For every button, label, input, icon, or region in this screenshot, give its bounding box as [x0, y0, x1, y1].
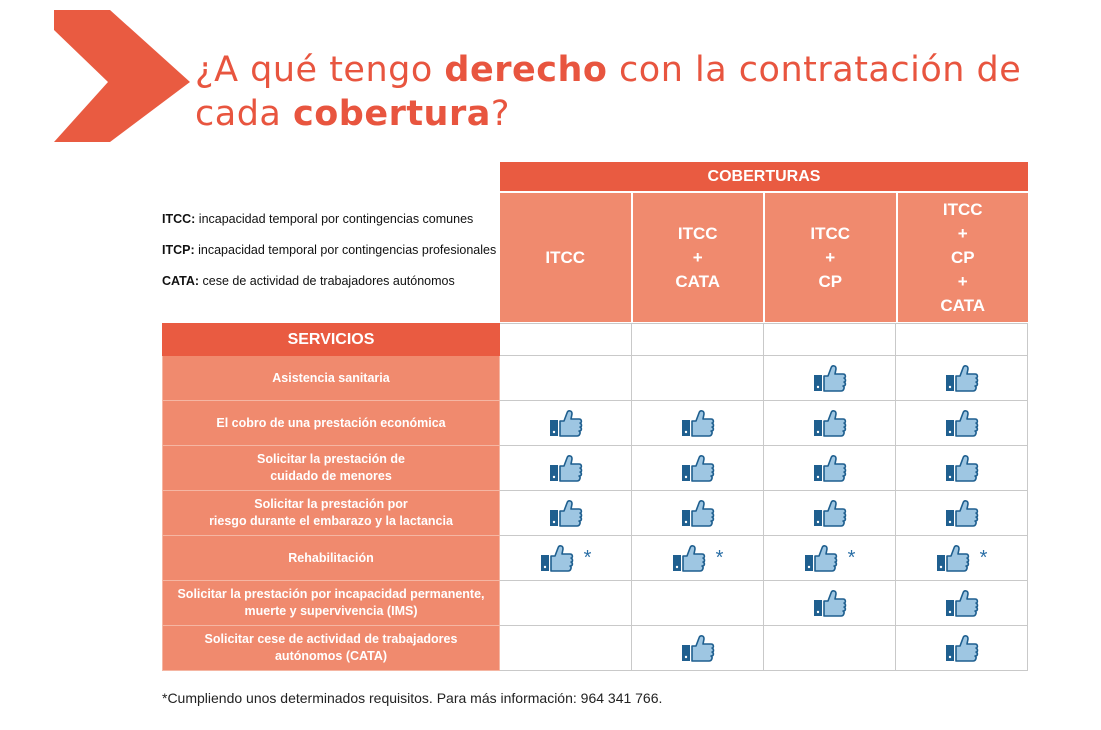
- coverage-cell: [896, 446, 1028, 491]
- coverage-cell: [896, 401, 1028, 446]
- service-label: [163, 581, 500, 626]
- service-label: [163, 401, 500, 446]
- service-label-line: El cobro de una prestación económica: [216, 415, 446, 430]
- coverage-cell: [896, 536, 1028, 581]
- thumbs-up-icon: [681, 633, 715, 663]
- thumbs-up-icon: [945, 363, 979, 393]
- thumbs-up-icon: [681, 453, 715, 483]
- service-label: [163, 446, 500, 491]
- coverage-cell: [632, 536, 764, 581]
- servicios-header-row: [163, 324, 1028, 356]
- coverage-cell: [764, 446, 896, 491]
- coverage-cell: [896, 581, 1028, 626]
- service-label: [163, 491, 500, 536]
- thumbs-up-icon: [672, 543, 706, 573]
- thumbs-up-icon: [549, 408, 583, 438]
- legend-abbr: ITCP:: [162, 243, 195, 257]
- legend-abbr: CATA:: [162, 274, 200, 288]
- thumbs-up-icon: [549, 498, 583, 528]
- service-row: [163, 491, 1028, 536]
- coverage-column-line: CATA: [940, 295, 986, 315]
- abbreviation-legend: [162, 212, 497, 305]
- thumbs-up-icon: [945, 408, 979, 438]
- coverage-column-line: ITCC: [545, 247, 586, 267]
- thumbs-up-icon: [813, 408, 847, 438]
- thumbs-up-icon: [540, 543, 574, 573]
- title-segment: ?: [490, 94, 510, 134]
- coverage-cell: [500, 401, 632, 446]
- chevron-right-icon: [52, 8, 192, 144]
- coverage-column-header: [898, 193, 1029, 322]
- service-label-line: muerte y supervivencia (IMS): [244, 604, 418, 618]
- service-label-line: Solicitar cese de actividad de trabajadores: [204, 632, 458, 646]
- service-row: [163, 356, 1028, 401]
- coverage-cell: [764, 536, 896, 581]
- legend-desc: incapacidad temporal por contingencias comunes: [195, 212, 474, 226]
- service-row: [163, 401, 1028, 446]
- title-segment: derecho: [444, 50, 608, 90]
- thumbs-up-icon: [681, 498, 715, 528]
- coverage-cell: [764, 626, 896, 671]
- coberturas-header: COBERTURAS: [500, 162, 1028, 191]
- thumbs-up-icon: [945, 498, 979, 528]
- service-label: [163, 626, 500, 671]
- servicios-header: SERVICIOS: [163, 324, 500, 356]
- coverage-cell: [500, 626, 632, 671]
- thumbs-up-icon: [549, 453, 583, 483]
- thumbs-up-icon: [813, 498, 847, 528]
- asterisk-note: *: [583, 546, 592, 569]
- thumbs-up-icon: [945, 633, 979, 663]
- legend-abbr: ITCC:: [162, 212, 196, 226]
- title-segment: ¿A qué tengo: [195, 50, 445, 90]
- legend-item: [162, 243, 497, 274]
- coverage-column-header: [633, 193, 764, 322]
- coverage-cell: [764, 401, 896, 446]
- coverage-column-line: ITCC: [942, 199, 983, 219]
- service-row: [163, 536, 1028, 581]
- thumbs-up-icon: [945, 453, 979, 483]
- legend-item: [162, 274, 497, 305]
- thumbs-up-icon: [813, 453, 847, 483]
- coverage-cell: [632, 581, 764, 626]
- coverage-column-line: +: [692, 247, 703, 267]
- thumbs-up-icon: [936, 543, 970, 573]
- empty-cell: [632, 324, 764, 356]
- coverage-cell: [632, 626, 764, 671]
- thumbs-up-icon: [681, 408, 715, 438]
- thumbs-up-icon: [813, 588, 847, 618]
- coverage-cell: [896, 356, 1028, 401]
- empty-cell: [764, 324, 896, 356]
- service-label-line: Solicitar la prestación de: [257, 452, 405, 466]
- coverage-columns: [500, 193, 1028, 322]
- title-line-1: [195, 48, 1075, 92]
- coverage-column-line: CATA: [675, 271, 721, 291]
- thumbs-up-icon: [804, 543, 838, 573]
- coverage-column-line: ITCC: [810, 223, 851, 243]
- legend-item: [162, 212, 497, 243]
- footnote: *Cumpliendo unos determinados requisitos. Para más información: 964 341 766.: [162, 690, 663, 706]
- title-segment: cobertura: [292, 94, 491, 134]
- title-line-2: [195, 92, 1075, 136]
- thumbs-up-icon: [813, 363, 847, 393]
- service-label: [163, 536, 500, 581]
- service-label-line: autónomos (CATA): [274, 649, 388, 663]
- service-row: [163, 446, 1028, 491]
- coverage-column-line: ITCC: [677, 223, 718, 243]
- coverage-cell: [632, 491, 764, 536]
- service-label-line: Solicitar la prestación por: [254, 497, 408, 511]
- empty-cell: [896, 324, 1028, 356]
- coverage-cell: [500, 491, 632, 536]
- title-segment: con la contratación de: [607, 50, 1022, 90]
- services-table: [162, 323, 1028, 671]
- legend-desc: incapacidad temporal por contingencias profesionales: [194, 243, 497, 257]
- coverage-column-line: +: [957, 271, 968, 291]
- coverage-column-line: +: [957, 223, 968, 243]
- page-title: [195, 48, 1075, 136]
- service-row: [163, 581, 1028, 626]
- coverage-column-line: CP: [950, 247, 975, 267]
- coverage-cell: [500, 446, 632, 491]
- coverage-cell: [500, 581, 632, 626]
- service-label-line: riesgo durante el embarazo y la lactancia: [209, 514, 453, 528]
- empty-cell: [500, 324, 632, 356]
- title-segment: cada: [195, 94, 293, 134]
- coverage-cell: [500, 356, 632, 401]
- asterisk-note: *: [847, 546, 856, 569]
- coverage-column-header: [500, 193, 631, 322]
- coverage-cell: [632, 446, 764, 491]
- service-label-line: cuidado de menores: [270, 469, 392, 483]
- asterisk-note: *: [979, 546, 988, 569]
- coverage-column-line: CP: [818, 271, 843, 291]
- service-label-line: Rehabilitación: [288, 550, 374, 565]
- coverage-cell: [896, 491, 1028, 536]
- service-label: [163, 356, 500, 401]
- service-label-line: Asistencia sanitaria: [272, 370, 390, 385]
- coverage-cell: [632, 356, 764, 401]
- coverage-cell: [896, 626, 1028, 671]
- asterisk-note: *: [715, 546, 724, 569]
- legend-desc: cese de actividad de trabajadores autónomos: [199, 274, 455, 288]
- coverage-column-header: [765, 193, 896, 322]
- coverage-cell: [764, 356, 896, 401]
- coverage-cell: [764, 581, 896, 626]
- coverage-cell: [632, 401, 764, 446]
- thumbs-up-icon: [945, 588, 979, 618]
- coverage-cell: [764, 491, 896, 536]
- coverage-column-line: +: [825, 247, 836, 267]
- service-row: [163, 626, 1028, 671]
- coverage-cell: [500, 536, 632, 581]
- service-label-line: Solicitar la prestación por incapacidad permanente,: [177, 587, 485, 601]
